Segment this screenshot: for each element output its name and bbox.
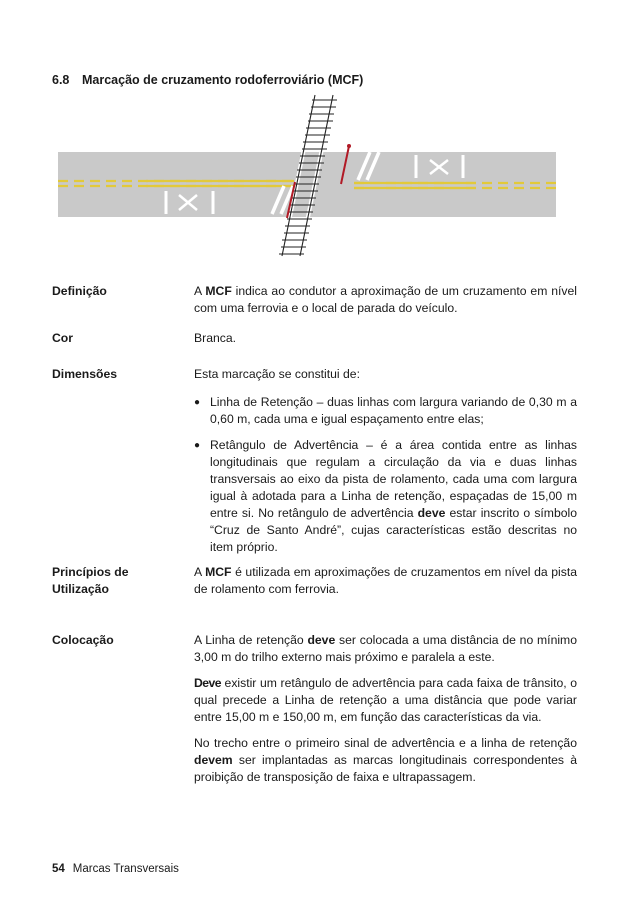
text-colocacao-1: A Linha de retenção deve ser colocada a uma distância de no mínimo 3,00 m do trilho externo mais próximo e paralela a este. (194, 633, 577, 664)
label-principios: Princípios de Utilização (52, 565, 129, 596)
body-cor (194, 330, 577, 347)
section-heading: Marcação de cruzamento rodoferroviário (MCF) (82, 73, 364, 87)
chapter-name: Marcas Transversais (72, 863, 179, 875)
page-footer (52, 863, 179, 875)
section-number: 6.8 (52, 73, 70, 87)
label-cor: Cor (52, 331, 73, 345)
text-colocacao-3: No trecho entre o primeiro sinal de advertência e a linha de retenção devem ser implantadas as marcas longitudinais correspondentes à proibição de transposição de faixa e ultrapassagem. (194, 736, 577, 784)
body-definicao (194, 283, 577, 317)
text-cor: Branca. (194, 331, 237, 345)
body-principios (194, 564, 577, 598)
body-dimensoes (194, 366, 577, 565)
text-definicao: A MCF indica ao condutor a aproximação de um cruzamento em nível com uma ferrovia e o local de parada do veículo. (194, 284, 577, 315)
text-principios: A MCF é utilizada em aproximações de cruzamentos em nível da pista de rolamento com ferrovia. (194, 565, 578, 596)
term-mcf: MCF (205, 284, 232, 298)
section-title (52, 73, 363, 87)
label-definicao: Definição (52, 284, 107, 298)
page-number: 54 (52, 863, 65, 875)
bullet-linha-retencao: ● Linha de Retenção – duas linhas com largura variando de 0,30 m a 0,60 m, cada uma e igual espaçamento entre elas; (194, 394, 577, 428)
stop-line-marker (347, 144, 351, 148)
railway-crossing-icon (58, 90, 556, 265)
railway-crossing-diagram (58, 90, 556, 265)
label-dimensoes: Dimensões (52, 367, 118, 381)
label-colocacao: Colocação (52, 633, 114, 647)
text-dimensoes-intro: Esta marcação se constitui de: (194, 367, 360, 381)
text-colocacao-2: Deve existir um retângulo de advertência para cada faixa de trânsito, o qual precede a Linha de retenção a uma distância que pode variar entre 15,00 m e 150,00 m, em função das características da via. (194, 676, 577, 724)
bullet-retangulo-advertencia: ● Retângulo de Advertência – é a área contida entre as linhas longitudinais que regulam a circulação da via e duas linhas transversais ao eixo da pista de rolamento, cada uma com largura igual à adotada para a Linha de retenção, espaçadas de 15,00 m entre si. No retângulo de advertência deve estar inscrito o símbolo “Cruz de Santo André”, cujas características estão descritas no item próprio. (194, 437, 577, 556)
body-colocacao (194, 632, 577, 786)
